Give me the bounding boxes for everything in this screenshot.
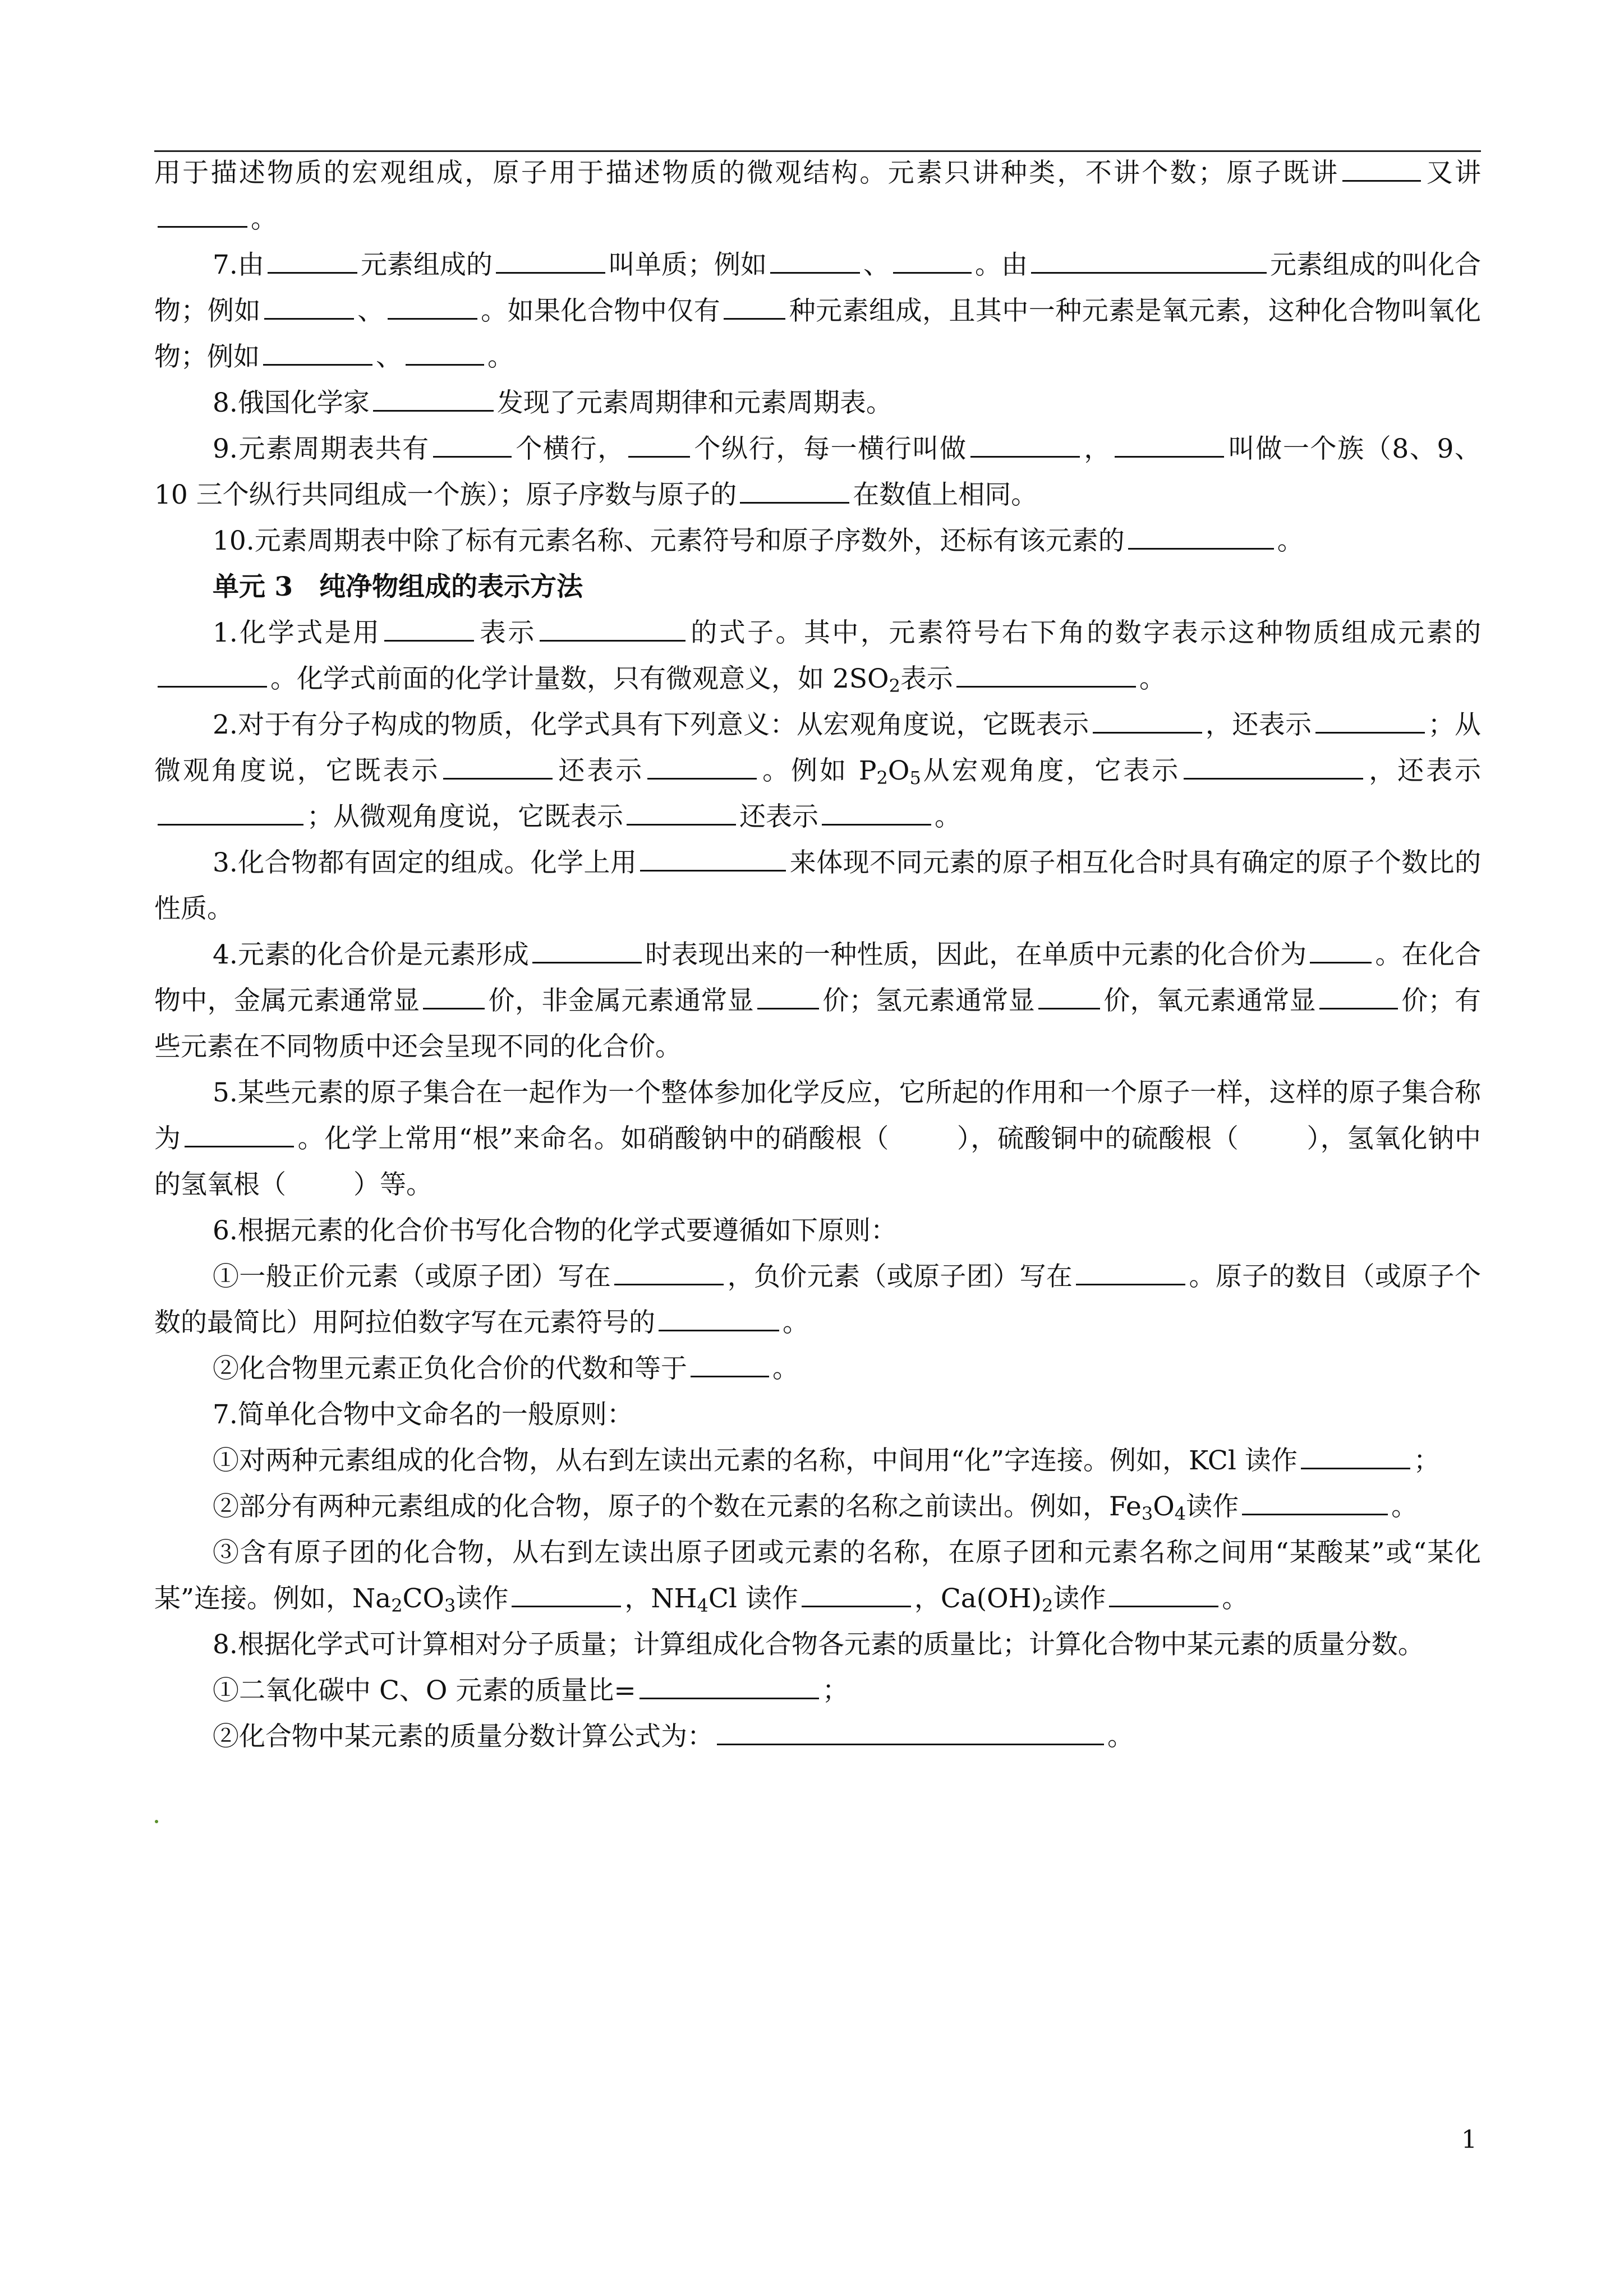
unit3-item-8-1: ①二氧化碳中 C、O 元素的质量比= ；	[154, 1668, 1481, 1714]
document-body	[154, 150, 1481, 1760]
blank[interactable]	[724, 292, 785, 320]
page-number: 1	[1461, 2126, 1477, 2154]
blank[interactable]	[822, 798, 931, 826]
unit3-item-7-2: ②部分有两种元素组成的化合物，原子的个数在元素的名称之前读出。例如，$Fe_3O_4$读作 。	[154, 1484, 1481, 1530]
blank[interactable]	[1342, 154, 1421, 182]
blank[interactable]	[640, 844, 786, 872]
unit3-item-8-2: ②化合物中某元素的质量分数计算公式为： 。	[154, 1714, 1481, 1760]
blank[interactable]	[433, 430, 512, 458]
unit3-item-6-2: ②化合物里元素正负化合价的代数和等于 。	[154, 1346, 1481, 1392]
blank[interactable]	[740, 476, 849, 504]
blank[interactable]	[659, 1304, 779, 1331]
unit3-item-2: 2.对于有分子构成的物质，化学式具有下列意义：从宏观角度说，它既表示 ，还表示 ；从微观角度说，它既表示 还表示 。例如 $P_2O_5$从宏观角度，它表示 ，还表示；从微观角度说，它既表示 还表示 。	[154, 702, 1481, 840]
blank[interactable]	[1109, 1580, 1218, 1607]
paragraph-atom-element: 用于描述物质的宏观组成，原子用于描述物质的微观结构。元素只讲种类，不讲个数；原子既讲 又讲。	[154, 150, 1481, 242]
blank[interactable]	[614, 1258, 724, 1285]
question-7: 7.由 元素组成的 叫单质；例如 、 。由 元素组成的叫化合物；例如 、 。如果化合物中仅有 种元素组成，且其中一种元素是氧元素，这种化合物叫氧化物；例如 、 。	[154, 242, 1481, 380]
blank[interactable]	[1031, 246, 1267, 274]
blank[interactable]	[647, 752, 757, 780]
blank[interactable]	[640, 1672, 819, 1699]
blank[interactable]	[263, 338, 372, 366]
blank[interactable]	[388, 292, 477, 320]
blank[interactable]	[628, 430, 690, 458]
stray-mark	[155, 1820, 158, 1823]
blank[interactable]	[496, 246, 605, 274]
blank[interactable]	[532, 936, 642, 963]
blank[interactable]	[956, 660, 1136, 688]
blank[interactable]	[384, 614, 474, 642]
unit3-item-6: 6.根据元素的化合价书写化合物的化学式要遵循如下原则：	[213, 1215, 897, 1246]
blank[interactable]	[691, 1350, 769, 1377]
unit3-item-6-1: ①一般正价元素（或原子团）写在 ，负价元素（或原子团）写在 。原子的数目（或原子个数的最简比）用阿拉伯数字写在元素符号的 。	[154, 1254, 1481, 1346]
question-10: 10.元素周期表中除了标有元素名称、元素符号和原子序数外，还标有该元素的 。	[154, 518, 1481, 564]
question-9: 9.元素周期表共有 个横行， 个纵行，每一横行叫做 ， 叫做一个族（8、9、10 三个纵行共同组成一个族）；原子序数与原子的 在数值上相同。	[154, 426, 1481, 518]
blank[interactable]	[540, 614, 686, 642]
blank[interactable]	[757, 982, 819, 1009]
unit3-item-1: 1.化学式是用 表示 的式子。其中，元素符号右下角的数字表示这种物质组成元素的。化学式前面的化学计量数，只有微观意义，如 $2SO_2$表示 。	[154, 610, 1481, 702]
blank[interactable]	[970, 430, 1080, 458]
blank[interactable]	[158, 798, 303, 826]
blank[interactable]	[627, 798, 736, 826]
blank[interactable]	[1315, 706, 1425, 734]
question-8: 8.俄国化学家 发现了元素周期律和元素周期表。	[154, 380, 1481, 426]
blank[interactable]	[1301, 1442, 1410, 1469]
blank[interactable]	[264, 292, 354, 320]
blank[interactable]	[443, 752, 553, 780]
blank[interactable]	[268, 246, 357, 274]
unit3-item-5: 5.某些元素的原子集合在一起作为一个整体参加化学反应，它所起的作用和一个原子一样，这样的原子集合称为 。化学上常用“根”来命名。如硝酸钠中的硝酸根（ ），硫酸铜中的硫酸根（ ），氢氧化钠中的氢氧根（ ）等。	[154, 1077, 1482, 1200]
blank[interactable]	[1093, 706, 1202, 734]
blank[interactable]	[373, 384, 494, 412]
blank[interactable]	[1038, 982, 1100, 1009]
unit3-item-3: 3.化合物都有固定的组成。化学上用 来体现不同元素的原子相互化合时具有确定的原子个数比的性质。	[154, 840, 1481, 932]
unit3-item-7: 7.简单化合物中文命名的一般原则：	[213, 1399, 633, 1430]
blank[interactable]	[406, 338, 484, 366]
unit3-item-4: 4.元素的化合价是元素形成 时表现出来的一种性质，因此，在单质中元素的化合价为 。在化合物中，金属元素通常显 价，非金属元素通常显 价；氢元素通常显 价，氧元素通常显 价；有些元素在不同物质中还会呈现不同的化合价。	[154, 932, 1481, 1070]
section-title: 单元 3 纯净物组成的表示方法	[213, 571, 583, 602]
blank[interactable]	[185, 1120, 294, 1147]
blank[interactable]	[158, 200, 247, 228]
blank[interactable]	[717, 1718, 1104, 1745]
blank[interactable]	[1319, 982, 1398, 1009]
blank[interactable]	[802, 1580, 911, 1607]
blank[interactable]	[158, 660, 267, 688]
blank[interactable]	[512, 1580, 621, 1607]
unit3-item-7-3: ③含有原子团的化合物，从右到左读出原子团或元素的名称，在原子团和元素名称之间用“某酸某”或“某化某”连接。例如，$Na_2CO_3$读作 ，$NH_4Cl$ 读作 ，$Ca(OH)_2$读作 。	[154, 1537, 1481, 1616]
blank[interactable]	[1115, 430, 1224, 458]
unit3-item-8: 8.根据化学式可计算相对分子质量；计算组成化合物各元素的质量比；计算化合物中某元素的质量分数。	[213, 1629, 1424, 1660]
blank[interactable]	[770, 246, 860, 274]
blank[interactable]	[1128, 522, 1274, 550]
blank[interactable]	[423, 982, 485, 1009]
blank[interactable]	[1242, 1488, 1388, 1515]
blank[interactable]	[1310, 936, 1372, 963]
blank[interactable]	[1076, 1258, 1185, 1285]
blank[interactable]	[1184, 752, 1363, 780]
unit3-item-7-1: ①对两种元素组成的化合物，从右到左读出元素的名称，中间用“化”字连接。例如，KCl 读作 ；	[154, 1438, 1481, 1484]
blank[interactable]	[893, 246, 972, 274]
